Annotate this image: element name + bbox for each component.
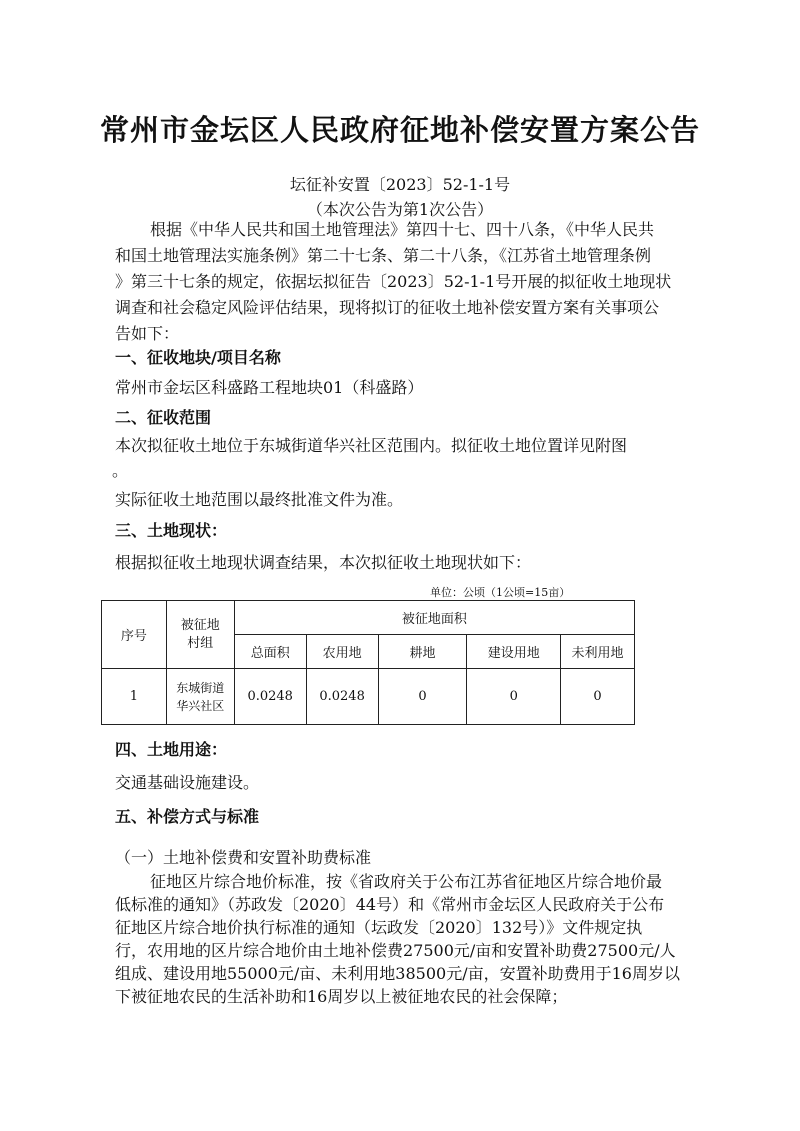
cell-agri: 0.0248 xyxy=(306,669,378,725)
cell-unused: 0 xyxy=(561,669,635,725)
header-area-group: 被征地面积 xyxy=(234,601,634,635)
cell-seq: 1 xyxy=(102,669,167,725)
intro-line: 调查和社会稳定风险评估结果，现将拟订的征收土地补偿安置方案有关事项公 xyxy=(115,298,660,317)
subsection-title: （一）土地补偿费和安置补助费标准 xyxy=(115,848,372,867)
intro-line: 告如下： xyxy=(115,324,180,343)
header-village: 被征地村组 xyxy=(166,601,234,669)
cell-total: 0.0248 xyxy=(234,669,306,725)
compensation-line: 征地区片综合地价标准，按《省政府关于公布江苏省征地区片综合地价最 xyxy=(150,872,663,891)
cell-village: 东城街道华兴社区 xyxy=(166,669,234,725)
notice-round: （本次公告为第1次公告） xyxy=(306,200,494,219)
doc-number: 坛征补安置〔2023〕52-1-1号 xyxy=(289,175,511,194)
header-total: 总面积 xyxy=(234,635,306,669)
section-heading: 五、补偿方式与标准 xyxy=(115,807,260,826)
intro-line: 根据《中华人民共和国土地管理法》第四十七、四十八条，《中华人民共 xyxy=(150,220,655,239)
compensation-line: 低标准的通知》（苏政发〔2020〕44号）和《常州市金坛区人民政府关于公布 xyxy=(115,895,665,914)
header-agri: 农用地 xyxy=(306,635,378,669)
scope-text-cont: 。 xyxy=(112,461,129,480)
section-heading: 一、征收地块/项目名称 xyxy=(115,348,281,367)
status-text: 根据拟征收土地现状调查结果，本次拟征收土地现状如下： xyxy=(115,553,532,572)
intro-line: 和国土地管理法实施条例》第二十七条、第二十八条，《江苏省土地管理条例 xyxy=(115,246,652,265)
header-unused: 未利用地 xyxy=(561,635,635,669)
page-title: 常州市金坛区人民政府征地补偿安置方案公告 xyxy=(99,113,700,147)
cell-construction: 0 xyxy=(467,669,561,725)
project-name: 常州市金坛区科盛路工程地块01（科盛路） xyxy=(115,378,424,397)
header-arable: 耕地 xyxy=(378,635,467,669)
section-heading: 二、征收范围 xyxy=(115,408,212,427)
scope-text: 本次拟征收土地位于东城街道华兴社区范围内。拟征收土地位置详见附图 xyxy=(115,436,628,455)
unit-note: 单位：公顷（1公顷=15亩） xyxy=(430,586,571,599)
section-heading: 四、土地用途： xyxy=(115,740,228,759)
land-status-table xyxy=(101,600,635,725)
scope-note: 实际征收土地范围以最终批准文件为准。 xyxy=(115,490,404,509)
land-use-text: 交通基础设施建设。 xyxy=(115,773,260,792)
header-construction: 建设用地 xyxy=(467,635,561,669)
cell-arable: 0 xyxy=(378,669,467,725)
section-heading: 三、土地现状： xyxy=(115,521,228,540)
compensation-line: 征地区片综合地价执行标准的通知（坛政发〔2020〕132号）》文件规定执 xyxy=(115,918,643,937)
compensation-line: 行，农用地的区片综合地价由土地补偿费27500元/亩和安置补助费27500元/人 xyxy=(115,941,676,960)
compensation-line: 下被征地农民的生活补助和16周岁以上被征地农民的社会保障； xyxy=(115,987,568,1006)
table-row xyxy=(102,669,635,725)
intro-line: 》第三十七条的规定，依据坛拟征告〔2023〕52-1-1号开展的拟征收土地现状 xyxy=(115,272,672,291)
header-seq: 序号 xyxy=(102,601,167,669)
compensation-line: 组成、建设用地55000元/亩、未利用地38500元/亩，安置补助费用于16周岁以 xyxy=(115,964,680,983)
